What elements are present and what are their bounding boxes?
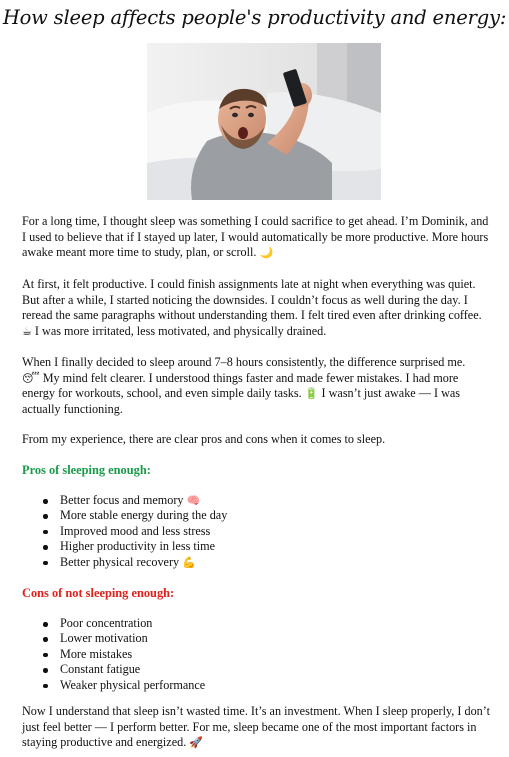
paragraph-downsides: [22, 277, 494, 339]
list-item: [43, 555, 227, 570]
pros-item-text: Higher productivity in less time: [60, 539, 216, 554]
cons-item-text: Lower motivation: [60, 631, 148, 646]
cons-item-text: Constant fatigue: [60, 662, 141, 677]
pros-heading: Pros of sleeping enough:: [22, 463, 151, 477]
paragraph-intro: [22, 214, 494, 261]
cons-heading: Cons of not sleeping enough:: [22, 586, 175, 600]
list-item: [43, 493, 227, 508]
pros-list: [43, 493, 227, 570]
list-item: [43, 508, 227, 523]
list-item: [43, 539, 227, 554]
cons-item-text: Poor concentration: [60, 616, 153, 630]
moon-icon: 🌙: [259, 246, 274, 260]
cons-item-text: Weaker physical performance: [60, 677, 206, 692]
paragraph-change-text-a: When I finally decided to sleep around 7–8 hours consistently, the difference surprised me.: [22, 355, 466, 369]
flexed-biceps-icon: 💪: [182, 555, 196, 569]
list-item: [43, 678, 205, 693]
cons-item-text: More mistakes: [60, 646, 133, 661]
paragraph-conclusion-text: Now I understand that sleep isn’t wasted time. It’s an investment. When I sleep properly, I don’t just feel better — I perform better. For me, sleep became one of the most important factors in staying productive and energized.: [22, 704, 490, 750]
rocket-icon: 🚀: [189, 736, 204, 750]
paragraph-conclusion: [22, 704, 494, 751]
paragraph-pros-cons-intro: From my experience, there are clear pros and cons when it comes to sleep.: [22, 432, 386, 446]
pros-item-text: Better focus and memory: [60, 493, 184, 507]
paragraph-downsides-tail: I was more irritated, less motivated, and physically drained.: [34, 323, 327, 338]
paragraph-change-text-c: I wasn’t just awake — I was actually functioning.: [22, 386, 461, 416]
pros-item-text: More stable energy during the day: [60, 508, 228, 523]
paragraph-intro-text: For a long time, I thought sleep was something I could sacrifice to get ahead. I’m Dominik, and I used to believe that if I stayed up later, I would automatically be more productive. More hours awake meant more time to study, plan, or scroll.: [22, 214, 489, 260]
paragraph-change-text-b: My mind felt clearer. I understood things faster and made fewer mistakes. I had more energy for workouts, school, and even simple daily tasks.: [22, 370, 459, 401]
photo-illustration: [147, 43, 381, 200]
coffee-icon: ☕: [22, 324, 32, 338]
list-item: [43, 647, 205, 662]
page-title: How sleep affects people's productivity and energy:: [2, 6, 507, 29]
paragraph-change: [22, 355, 494, 417]
list-item: [43, 616, 205, 631]
pros-item-text: Better physical recovery: [60, 554, 180, 569]
pros-item-text: Improved mood and less stress: [60, 523, 211, 538]
man-in-bed-with-phone-photo: [147, 43, 381, 200]
list-item: [43, 524, 227, 539]
paragraph-downsides-text: At first, it felt productive. I could finish assignments late at night when everything was quiet. But after a while, I started noticing the downsides. I couldn’t focus as well during the day. I reread the same paragraphs without understanding them. I felt tired even after drinking coffee.: [22, 277, 482, 323]
list-item: [43, 662, 205, 677]
cons-list: [43, 616, 205, 693]
brain-icon: 🧠: [186, 494, 201, 507]
list-item: [43, 631, 205, 646]
battery-icon: 🔋: [304, 387, 319, 401]
sleeping-face-icon: 😴: [22, 371, 40, 385]
